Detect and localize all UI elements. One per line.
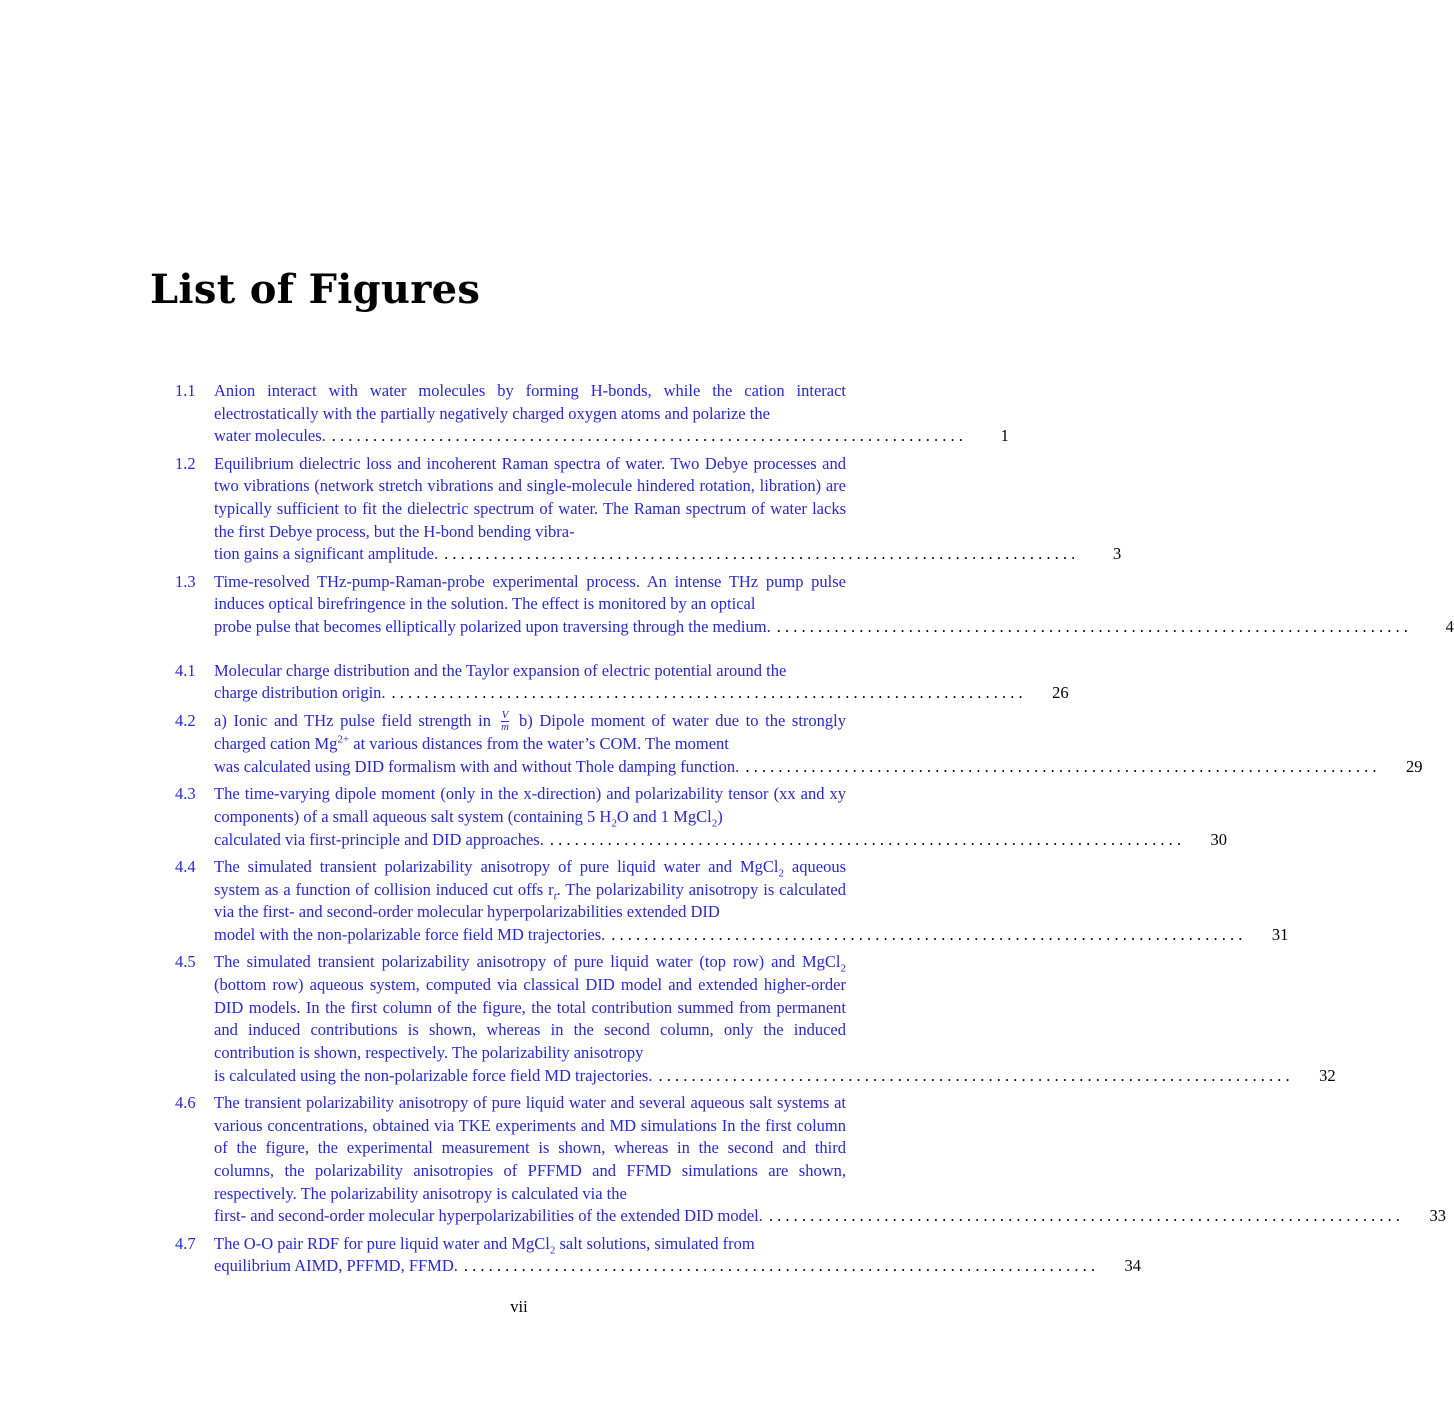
figure-entry-4-4[interactable] (175, 856, 1289, 947)
figure-entry-4-1[interactable] (175, 660, 1069, 705)
subscript: 2 (840, 962, 846, 975)
figure-caption-end: charge distribution origin. (214, 683, 386, 703)
figure-caption[interactable]: a) Ionic and THz pulse field strength in $\frac{V}{m}$ b) Dipole moment of water due to the strongly charged cation $Mg^{2+}$ at various distances from the water’s COM. The moment (214, 709, 846, 754)
figure-number: 4.7 (175, 1233, 196, 1253)
figure-caption-end: calculated via first-principle and DID approaches. (214, 829, 544, 849)
figure-number: 1.1 (175, 381, 196, 400)
page-reference[interactable]: 33 (1429, 1206, 1447, 1226)
figure-caption-end: first- and second-order molecular hyperpolarizabilities of the extended DID model. (214, 1206, 763, 1226)
page-reference[interactable]: 3 (1112, 544, 1122, 564)
figure-number: 4.6 (175, 1092, 196, 1112)
dot-leader: . . . . . . . . . . . . . . . . . . . . . . . . . . . . . . . . . . . . . . . . . . . . . . . . . . . . . . . . . . . . . . . . . . . . . . . . . . . . . (549, 829, 1181, 849)
figure-entry-4-6[interactable] (175, 1092, 1447, 1228)
figure-number: 1.3 (175, 571, 196, 591)
figure-entry-1-1[interactable] (175, 380, 1009, 448)
page-reference[interactable]: 34 (1124, 1256, 1142, 1276)
dot-leader: . . . . . . . . . . . . . . . . . . . . . . . . . . . . . . . . . . . . . . . . . . . . . . . . . . . . . . . . . . . . . . . . . . . . . . . . . . . . . (776, 617, 1408, 637)
figure-caption-end: water molecules. (214, 426, 326, 446)
figure-number: 4.5 (175, 952, 196, 972)
figure-caption-end: tion gains a significant amplitude. (214, 544, 439, 564)
page-title: List of Figures (150, 266, 481, 313)
figure-entry-4-2[interactable] (175, 709, 1423, 779)
dot-leader: . . . . . . . . . . . . . . . . . . . . . . . . . . . . . . . . . . . . . . . . . . . . . . . . . . . . . . . . . . . . . . . . . . . . . . . . . . . . . (331, 426, 963, 446)
figure-caption-end: probe pulse that becomes elliptically polarized upon traversing through the medium. (214, 617, 771, 637)
dot-leader: . . . . . . . . . . . . . . . . . . . . . . . . . . . . . . . . . . . . . . . . . . . . . . . . . . . . . . . . . . . . . . . . . . . . . . . . . . . . . (658, 1065, 1290, 1085)
figure-number: 4.1 (175, 660, 196, 680)
dot-leader: . . . . . . . . . . . . . . . . . . . . . . . . . . . . . . . . . . . . . . . . . . . . . . . . . . . . . . . . . . . . . . . . . . . . . . . . . . . . . (391, 683, 1023, 703)
figure-entry-1-3[interactable] (175, 571, 1454, 639)
figure-entry-1-2[interactable] (175, 453, 1122, 567)
figure-caption-end: equilibrium AIMD, PFFMD, FFMD. (214, 1256, 458, 1276)
figure-caption[interactable]: The transient polarizability anisotropy of pure liquid water and several aqueous salt systems at various concentrations, obtained via TKE experiments and MD simulations In the first column of the figure, the experimental measurement is shown, whereas in the second and third columns, the polarizability anisotropies of PFFMD and FFMD simulations are shown, respectively. The polarizability anisotropy is calculated via the (214, 1092, 846, 1203)
page-reference[interactable]: 30 (1210, 829, 1227, 849)
page-reference[interactable]: 32 (1319, 1065, 1336, 1085)
dot-leader: . . . . . . . . . . . . . . . . . . . . . . . . . . . . . . . . . . . . . . . . . . . . . . . . . . . . . . . . . . . . . . . . . . . . . . . . . . . . . (745, 757, 1377, 777)
page-reference[interactable]: 4 (1445, 617, 1454, 637)
fraction-numerator: V (501, 709, 509, 722)
page-reference[interactable]: 29 (1405, 757, 1423, 777)
figure-caption[interactable]: Time-resolved THz-pump-Raman-probe experimental process. An intense THz pump pulse induces optical birefringence in the solution. The effect is monitored by an optical (214, 571, 846, 614)
fraction (501, 710, 510, 733)
page-reference[interactable]: 26 (1052, 683, 1069, 703)
figure-caption[interactable]: The simulated transient polarizability anisotropy of pure liquid water and MgCl$_2$ aqueous system as a function of collision induced cut offs $r_t$. The polarizability anisotropy is calculated via the first- and second-order molecular hyperpolarizabilities extended DID (214, 856, 846, 922)
figure-entry-4-7[interactable] (175, 1233, 1142, 1278)
figure-caption[interactable]: Molecular charge distribution and the Taylor expansion of electric potential around the (214, 660, 787, 680)
figure-entry-4-3[interactable] (175, 783, 1227, 851)
figure-caption[interactable]: The time-varying dipole moment (only in the x-direction) and polarizability tensor (xx and xy components) of a small aqueous salt system (containing 5 $H_2O$ and 1 MgCl$_2$) (214, 784, 846, 830)
figure-caption[interactable]: Anion interact with water molecules by forming H-bonds, while the cation interact electrostatically with the partially negatively charged oxygen atoms and polarize the (214, 381, 846, 423)
figure-entry-4-5[interactable] (175, 951, 1336, 1087)
page-reference[interactable]: 31 (1271, 924, 1289, 944)
page-number: vii (510, 1297, 528, 1316)
fraction-denominator: m (501, 721, 509, 734)
figure-caption[interactable]: Equilibrium dielectric loss and incoherent Raman spectra of water. Two Debye processes and two vibrations (network stretch vibrations and single-molecule hindered rotation, libration) are typically sufficient to fit the dielectric spectrum of water. The Raman spectrum of water lacks the first Debye process, but the H-bond bending vibra- (214, 453, 846, 541)
subscript: 2 (549, 1243, 556, 1256)
figure-caption-end: model with the non-polarizable force field MD trajectories. (214, 924, 606, 944)
subscript: t (553, 889, 557, 902)
figure-caption-end: is calculated using the non-polarizable force field MD trajectories. (214, 1065, 653, 1085)
figure-caption-end: was calculated using DID formalism with and without Thole damping function. (214, 757, 740, 777)
figure-number: 4.3 (175, 784, 196, 804)
dot-leader: . . . . . . . . . . . . . . . . . . . . . . . . . . . . . . . . . . . . . . . . . . . . . . . . . . . . . . . . . . . . . . . . . . . . . . . . . . . . . (463, 1256, 1096, 1276)
superscript: 2+ (337, 733, 350, 746)
figure-number: 1.2 (175, 453, 196, 473)
dot-leader: . . . . . . . . . . . . . . . . . . . . . . . . . . . . . . . . . . . . . . . . . . . . . . . . . . . . . . . . . . . . . . . . . . . . . . . . . . . . . (768, 1206, 1401, 1226)
subscript: 2 (711, 817, 718, 830)
subscript: 2 (778, 867, 784, 880)
subscript: 2 (611, 817, 617, 830)
figure-number: 4.4 (175, 856, 196, 876)
figure-number: 4.2 (175, 710, 196, 730)
dot-leader: . . . . . . . . . . . . . . . . . . . . . . . . . . . . . . . . . . . . . . . . . . . . . . . . . . . . . . . . . . . . . . . . . . . . . . . . . . . . . (611, 924, 1243, 944)
figure-caption[interactable]: The O-O pair RDF for pure liquid water and MgCl$_2$ salt solutions, simulated from (214, 1233, 755, 1256)
page-reference[interactable]: 1 (1000, 426, 1009, 446)
list-of-figures (175, 380, 1454, 1283)
figure-caption[interactable]: The simulated transient polarizability anisotropy of pure liquid water (top row) and MgCl$_2$ (bottom row) aqueous system, computed via classical DID model and extended higher-order DID models. In the first column of the figure, the total contribution summed from permanent and induced contributions is shown, whereas in the second column, only the induced contribution is shown, respectively. The polarizability anisotropy (214, 952, 846, 1062)
dot-leader: . . . . . . . . . . . . . . . . . . . . . . . . . . . . . . . . . . . . . . . . . . . . . . . . . . . . . . . . . . . . . . . . . . . . . . . . . . . . . (444, 544, 1076, 564)
